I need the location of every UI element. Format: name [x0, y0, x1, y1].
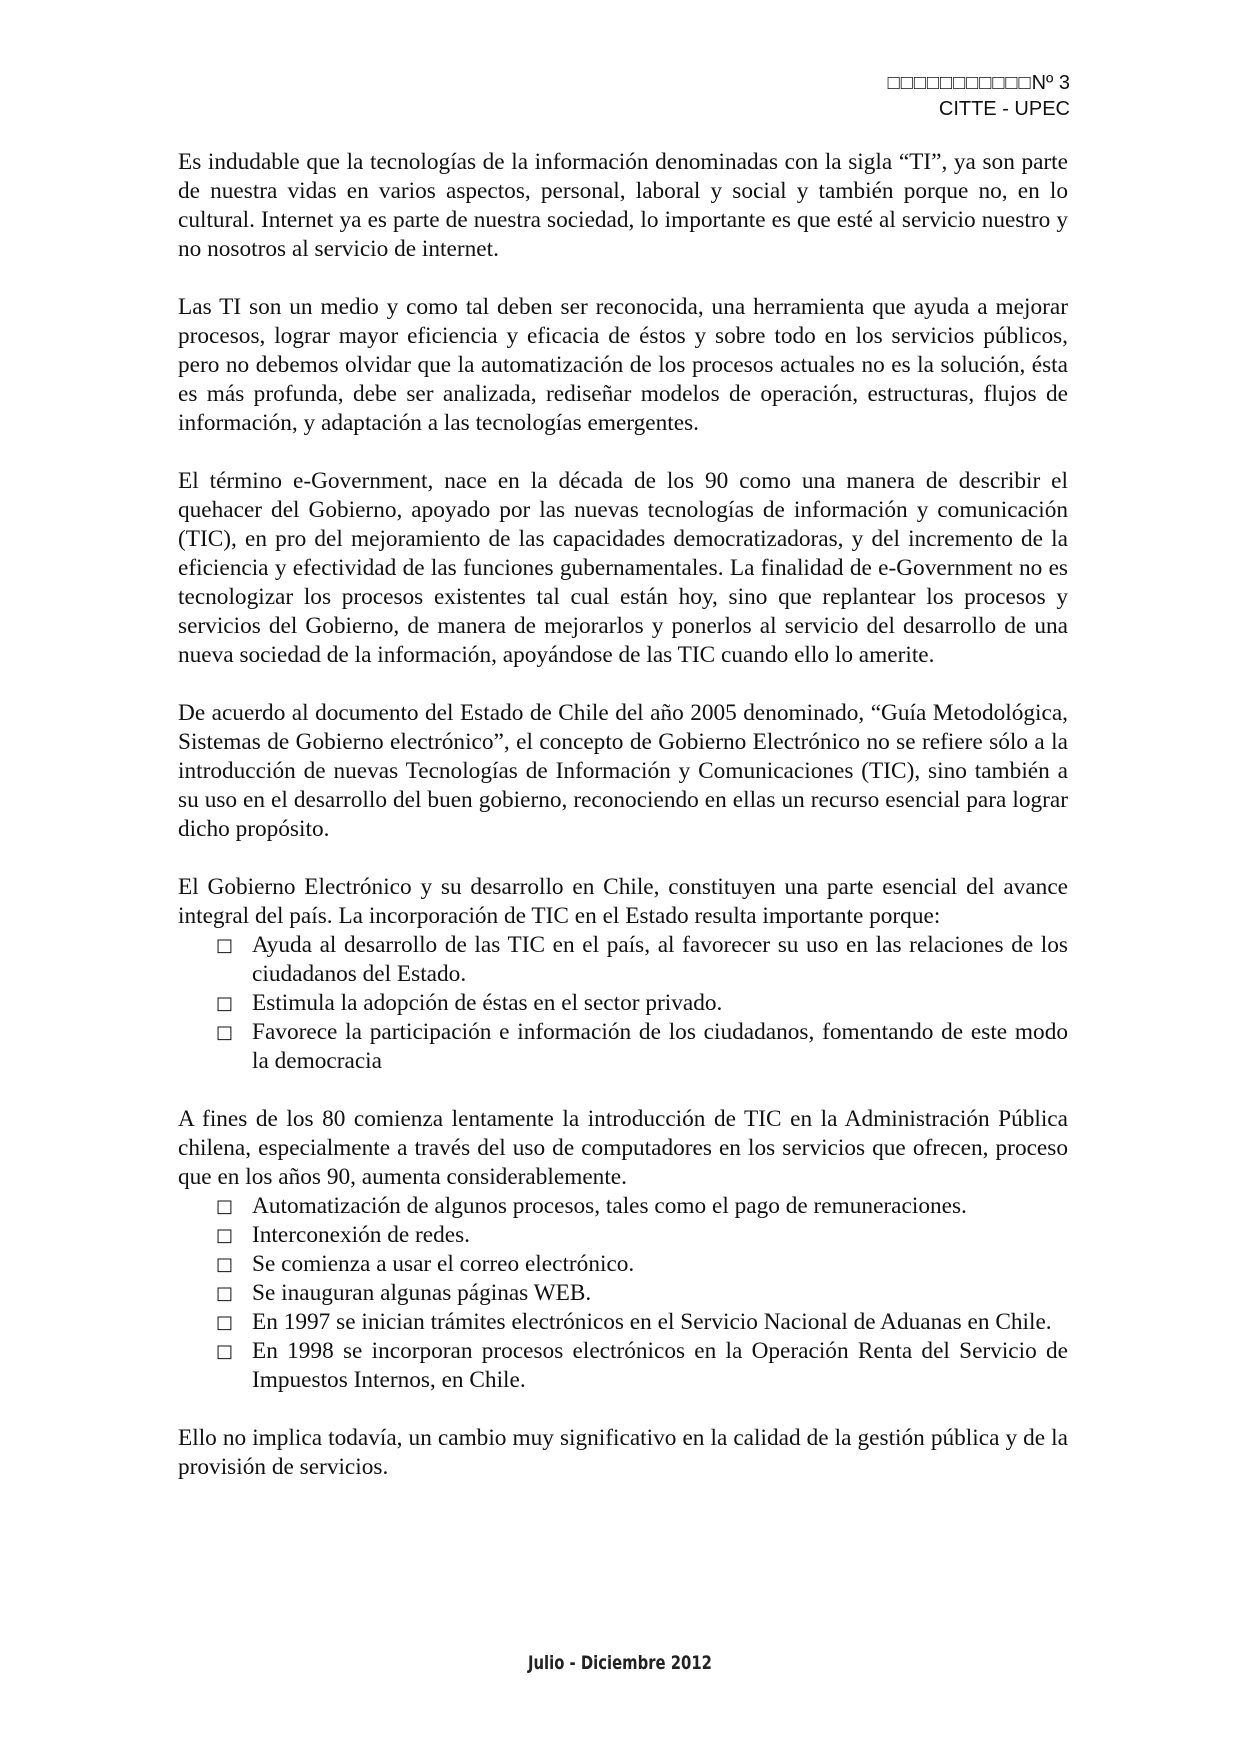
list-item [178, 1308, 1068, 1337]
list-item-text: Interconexión de redes. [252, 1222, 470, 1248]
list-item-text: Estimula la adopción de éstas en el sector privado. [252, 990, 723, 1016]
page-footer: Julio - Diciembre 2012 [527, 1652, 712, 1674]
bullet-icon: □ [216, 1341, 234, 1362]
paragraph: De acuerdo al documento del Estado de Chile del año 2005 denominado, “Guía Metodológica, Sistemas de Gobierno electrónico”, el concepto de Gobierno Electrónico no se refiere sólo a la introducción de nuevas Tecnologías de Información y Comunicaciones (TIC), sino también a su uso en el desarrollo del buen gobierno, reconociendo en ellas un recurso esencial para lograr dicho propósito. [178, 700, 1068, 842]
list-item [178, 1018, 1068, 1076]
paragraph: A fines de los 80 comienza lentamente la introducción de TIC en la Administración Pública chilena, especialmente a través del uso de computadores en los servicios que ofrecen, proceso que en los años 90, aumenta considerablemente. [178, 1106, 1068, 1190]
bullet-icon: □ [216, 1283, 234, 1304]
paragraph: El término e-Government, nace en la década de los 90 como una manera de describir el quehacer del Gobierno, apoyado por las nuevas tecnologías de información y comunicación (TIC), en pro del mejoramiento de las capacidades democratizadoras, y del incremento de la eficiencia y efectividad de las funciones gubernamentales. La finalidad de e-Government no es tecnologizar los procesos existentes tal cual están hoy, sino que replantear los procesos y servicios del Gobierno, de manera de mejorarlos y ponerlos al servicio del desarrollo de una nueva sociedad de la información, apoyándose de las TIC cuando ello lo amerite. [178, 468, 1068, 668]
header-placeholder-glyphs: □□□□□□□□□□□ [887, 72, 1032, 94]
list-item [178, 1221, 1068, 1250]
benefits-list [178, 931, 1068, 1076]
document-body [178, 148, 1068, 1511]
bullet-icon: □ [216, 1225, 234, 1246]
list-item-text: Se comienza a usar el correo electrónico. [252, 1251, 635, 1277]
list-item-text: Ayuda al desarrollo de las TIC en el país, al favorecer su uso en las relaciones de los ciudadanos del Estado. [252, 932, 1068, 987]
list-item-text: En 1997 se inician trámites electrónicos en el Servicio Nacional de Aduanas en Chile. [252, 1309, 1052, 1335]
bullet-icon: □ [216, 1254, 234, 1275]
page-header [888, 70, 1070, 122]
bullet-icon: □ [216, 1312, 234, 1333]
list-item-text: Se inauguran algunas páginas WEB. [252, 1280, 592, 1306]
list-item [178, 989, 1068, 1018]
list-item [178, 1250, 1068, 1279]
paragraph: Es indudable que la tecnologías de la información denominadas con la sigla “TI”, ya son parte de nuestra vidas en varios aspectos, personal, laboral y social y también porque no, en lo cultural. Internet ya es parte de nuestra sociedad, lo importante es que esté al servicio nuestro y no nosotros al servicio de internet. [178, 149, 1068, 262]
bullet-icon: □ [216, 993, 234, 1014]
list-item [178, 1192, 1068, 1221]
list-item-text: En 1998 se incorporan procesos electrónicos en la Operación Renta del Servicio de Impuestos Internos, en Chile. [252, 1338, 1068, 1393]
issue-number: Nº 3 [1031, 72, 1070, 94]
paragraph: Ello no implica todavía, un cambio muy significativo en la calidad de la gestión pública y de la provisión de servicios. [178, 1425, 1068, 1480]
bullet-icon: □ [216, 1022, 234, 1043]
paragraph: Las TI son un medio y como tal deben ser reconocida, una herramienta que ayuda a mejorar procesos, lograr mayor eficiencia y eficacia de éstos y sobre todo en los servicios públicos, pero no debemos olvidar que la automatización de los procesos actuales no es la solución, ésta es más profunda, debe ser analizada, rediseñar modelos de operación, estructuras, flujos de información, y adaptación a las tecnologías emergentes. [178, 294, 1068, 436]
paragraph: El Gobierno Electrónico y su desarrollo en Chile, constituyen una parte esencial del avance integral del país. La incorporación de TIC en el Estado resulta importante porque: [178, 874, 1068, 929]
list-item-text: Favorece la participación e información de los ciudadanos, fomentando de este modo la democracia [252, 1019, 1068, 1074]
bullet-icon: □ [216, 935, 234, 956]
header-issue-line [888, 70, 1070, 96]
history-list [178, 1192, 1068, 1395]
bullet-icon: □ [216, 1196, 234, 1217]
list-item-text: Automatización de algunos procesos, tales como el pago de remuneraciones. [252, 1193, 967, 1219]
list-item [178, 1279, 1068, 1308]
list-item [178, 931, 1068, 989]
header-organization: CITTE - UPEC [938, 98, 1070, 120]
list-item [178, 1337, 1068, 1395]
